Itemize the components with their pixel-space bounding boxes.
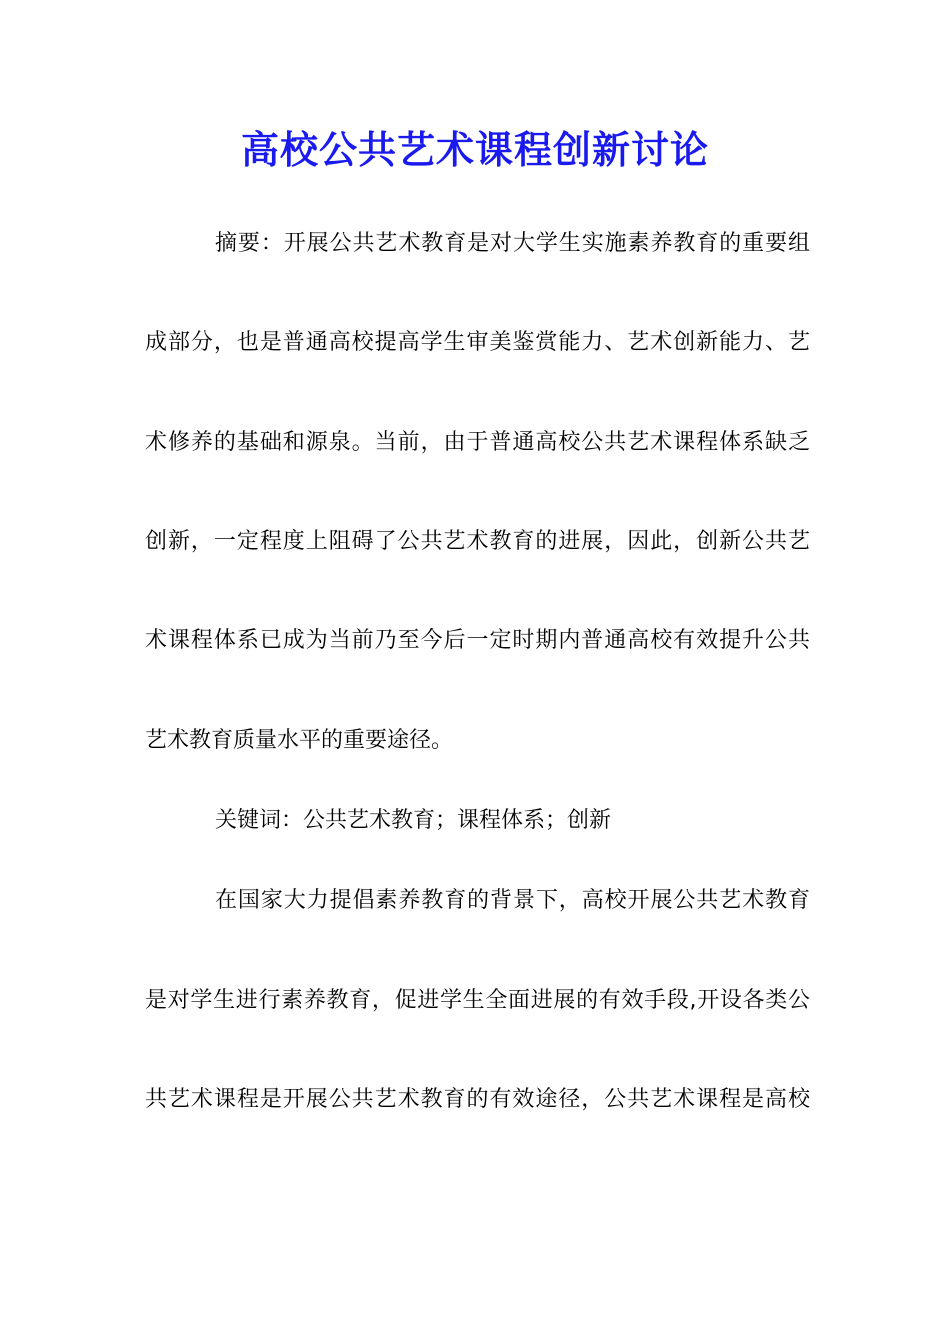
document-title: 高校公共艺术课程创新讨论 — [240, 128, 709, 172]
abstract-line: 术修养的基础和源泉。当前，由于普通高校公共艺术课程体系缺乏 — [145, 430, 810, 455]
abstract-line: 成部分，也是普通高校提高学生审美鉴赏能力、艺术创新能力、艺 — [145, 330, 810, 355]
body-line: 共艺术课程是开展公共艺术教育的有效途径，公共艺术课程是高校 — [145, 1087, 810, 1112]
abstract-line: 艺术教育质量水平的重要途径。 — [145, 728, 454, 753]
body-line: 在国家大力提倡素养教育的背景下，高校开展公共艺术教育 — [215, 888, 810, 913]
abstract-line: 摘要：开展公共艺术教育是对大学生实施素养教育的重要组 — [215, 231, 810, 256]
abstract-line: 创新，一定程度上阻碍了公共艺术教育的进展，因此，创新公共艺 — [145, 529, 810, 554]
keywords-line: 关键词：公共艺术教育；课程体系；创新 — [215, 808, 612, 833]
body-line: 是对学生进行素养教育，促进学生全面进展的有效手段,开设各类公 — [145, 988, 810, 1013]
abstract-line: 术课程体系已成为当前乃至今后一定时期内普通高校有效提升公共 — [145, 628, 810, 653]
